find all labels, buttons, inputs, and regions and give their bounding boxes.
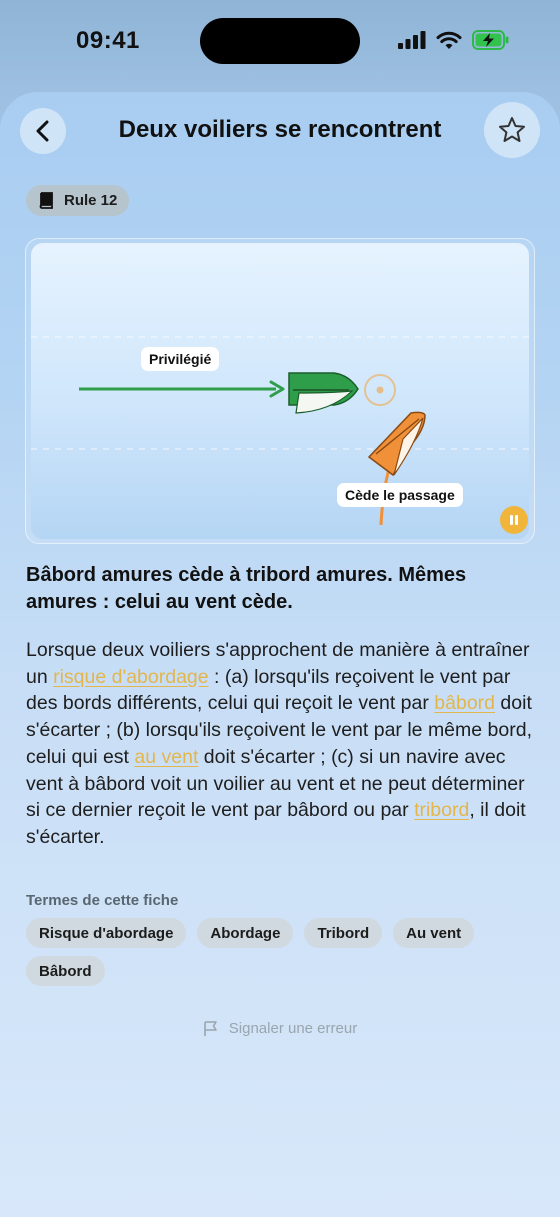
term-link-tribord[interactable]: tribord (414, 799, 470, 822)
rule-diagram (31, 243, 529, 539)
wifi-icon (436, 31, 462, 50)
dynamic-island (200, 18, 360, 64)
battery-charging-icon (472, 30, 510, 50)
give-way-boat (369, 412, 425, 475)
body-text-segment: doit s'écarter ; (c) si un navire avec vent à bâbord voit un voilier au vent et ne peut déterminer si ce dernier reçoit le vent par bâbord ou par (26, 745, 525, 822)
report-error-label: Signaler une erreur (228, 1020, 358, 1037)
pause-icon (508, 514, 520, 526)
term-chip[interactable]: Abordage (197, 918, 293, 948)
terms-chip-list (26, 918, 526, 986)
terms-heading: Termes de cette fiche (26, 892, 179, 909)
rule-chip-label: Rule 12 (64, 192, 118, 209)
term-chip[interactable]: Au vent (393, 918, 474, 948)
flag-icon (203, 1020, 219, 1037)
status-bar (0, 0, 560, 90)
term-link-babord[interactable]: bâbord (434, 692, 495, 715)
status-time: 09:41 (76, 27, 140, 54)
privileged-label: Privilégié (141, 347, 219, 371)
page-title: Deux voiliers se rencontrent (118, 116, 442, 143)
detail-sheet (0, 92, 560, 1217)
diagram-card (25, 238, 535, 544)
rule-chip[interactable] (26, 185, 129, 216)
term-link-au-vent[interactable]: au vent (134, 745, 199, 768)
body-text-segment: Lorsque deux voiliers s'approchent de manière à entraîner un (26, 639, 530, 688)
star-icon (497, 115, 527, 145)
book-icon (38, 192, 54, 209)
body-text-segment: doit s'écarter ; (b) lorsqu'ils reçoivent le vent par le même bord, celui qui est (26, 692, 532, 768)
cellular-signal-icon (398, 31, 426, 49)
term-chip[interactable]: Tribord (304, 918, 382, 948)
body-text-segment: , il doit s'écarter. (26, 799, 526, 848)
term-chip[interactable]: Bâbord (26, 956, 105, 986)
rule-body (26, 637, 538, 851)
term-chip[interactable]: Risque d'abordage (26, 918, 186, 948)
body-text-segment: : (a) lorsqu'ils reçoivent le vent par des bords différents, celui qui reçoit le vent par (26, 665, 511, 715)
favorite-button[interactable] (484, 102, 540, 158)
status-icons (398, 30, 510, 50)
report-error-button[interactable] (0, 1020, 560, 1037)
privileged-boat (289, 373, 358, 413)
give-way-label: Cède le passage (337, 483, 463, 507)
pause-button[interactable] (500, 506, 528, 534)
term-link-risque-abordage[interactable]: risque d'abordage (53, 665, 209, 688)
rule-summary: Bâbord amures cède à tribord amures. Mêmes amures : celui au vent cède. (26, 564, 467, 613)
